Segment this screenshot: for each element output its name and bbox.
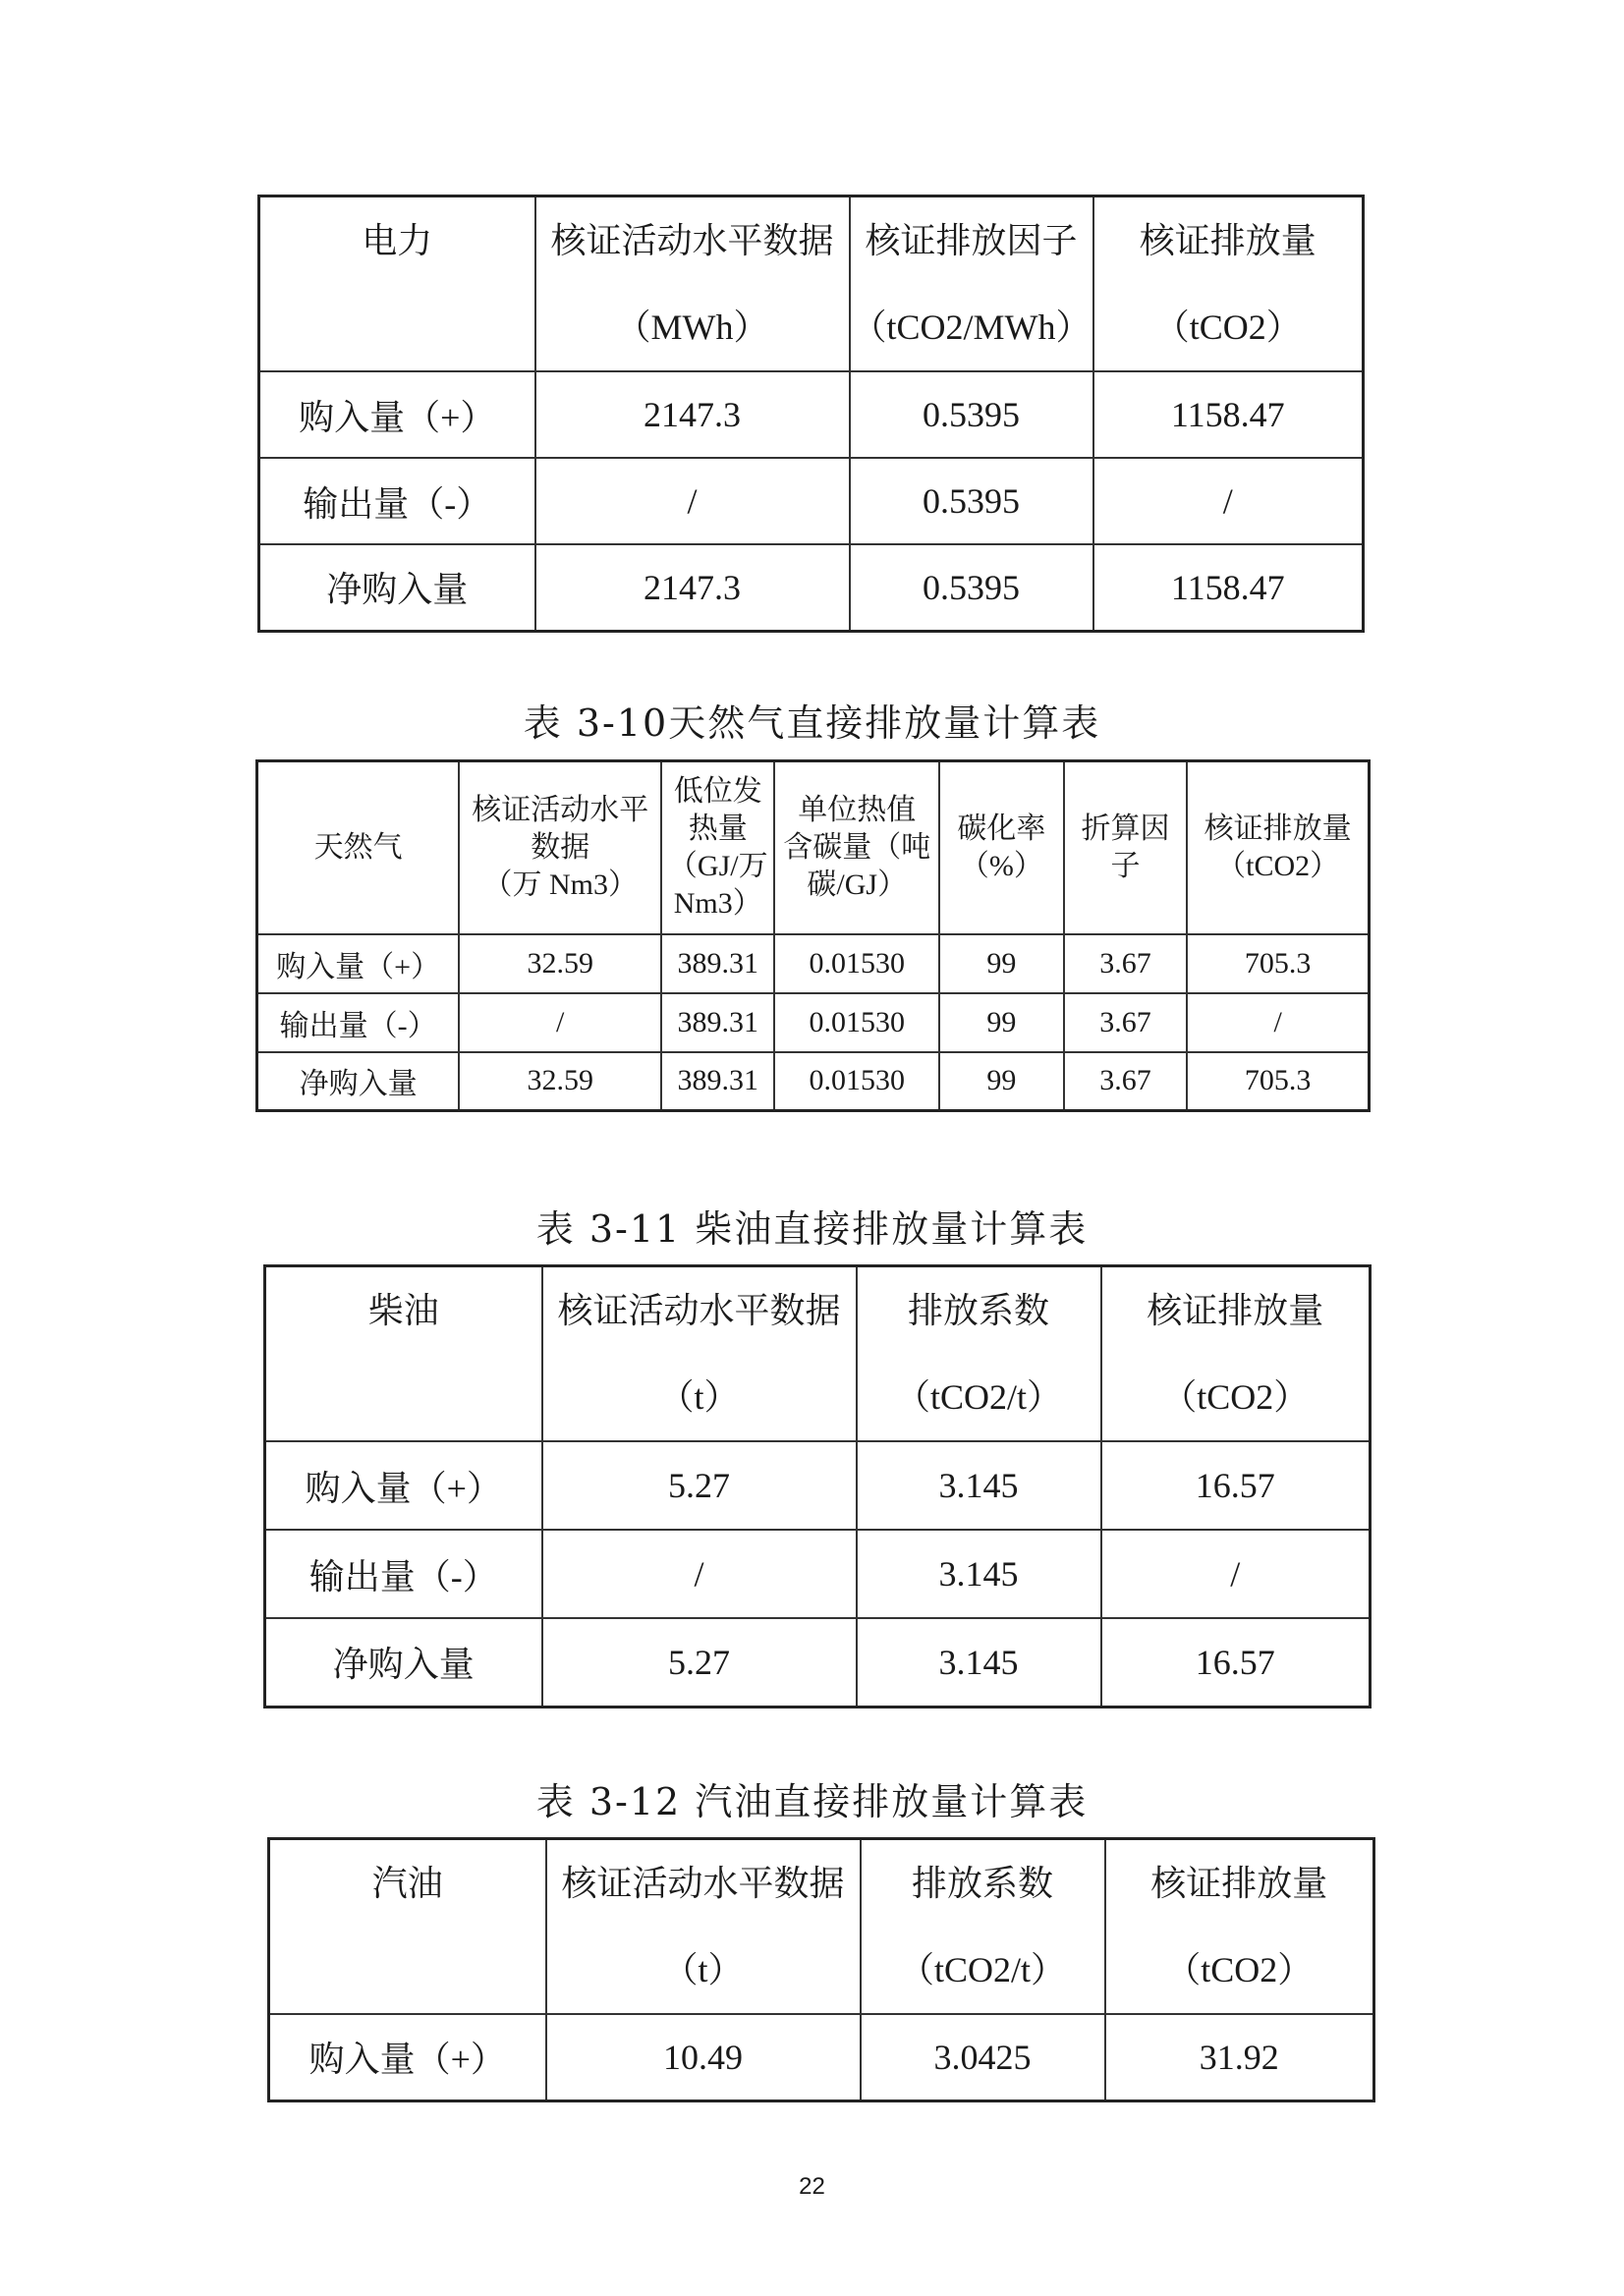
table-header-row	[257, 761, 1370, 934]
table-cell: /	[535, 458, 850, 544]
table-cell: 389.31	[661, 1052, 774, 1111]
header-line: 低位发	[673, 774, 762, 808]
header-line: 核证排放量	[1147, 1291, 1324, 1330]
header-line: 核证排放量	[1150, 1864, 1328, 1903]
table-cell: 31.92	[1105, 2014, 1374, 2100]
header-cell	[1105, 1839, 1374, 2015]
header-line: （tCO2/t）	[894, 1377, 1063, 1417]
header-line: 核证活动水平数据	[557, 1291, 841, 1330]
header-line: （tCO2）	[1216, 849, 1340, 882]
table-cell: 0.5395	[850, 544, 1093, 631]
header-line: 热量	[688, 812, 748, 845]
table-cell: 净购入量	[259, 544, 535, 631]
table-row	[257, 934, 1370, 993]
table-row	[269, 2014, 1374, 2100]
header-cell	[939, 761, 1064, 934]
table-cell: 99	[939, 1052, 1064, 1111]
table-cell: 5.27	[542, 1441, 857, 1530]
table-cell: /	[1101, 1530, 1371, 1618]
header-cell	[542, 1266, 857, 1442]
table-cell: 3.67	[1064, 934, 1188, 993]
table-cell: 购入量（+）	[265, 1441, 542, 1530]
header-cell	[259, 196, 535, 372]
header-line: （%）	[959, 849, 1043, 882]
table-row	[259, 458, 1364, 544]
table-cell: 净购入量	[257, 1052, 460, 1111]
table-cell: 10.49	[546, 2014, 861, 2100]
table-cell: 购入量（+）	[259, 371, 535, 458]
header-cell	[1101, 1266, 1371, 1442]
header-line: （tCO2）	[1153, 308, 1302, 347]
page-number: 22	[799, 2173, 825, 2200]
table-cell: 3.67	[1064, 1052, 1188, 1111]
header-line: 核证活动水平数据	[550, 221, 834, 260]
header-line: 汽油	[371, 1864, 443, 1903]
header-line: 核证排放因子	[865, 221, 1078, 260]
header-cell	[1093, 196, 1364, 372]
table-caption: 表 3-10天然气直接排放量计算表	[523, 701, 1101, 745]
header-line: 核证活动水平	[472, 793, 649, 826]
header-line: （GJ/万	[667, 849, 768, 882]
header-line: 天然气	[313, 830, 403, 864]
header-cell	[661, 761, 774, 934]
header-line: 折算因	[1081, 812, 1170, 845]
table-caption: 表 3-12 汽油直接排放量计算表	[535, 1780, 1089, 1823]
header-line: （tCO2/t）	[898, 1950, 1067, 1989]
header-line: 碳/GJ）	[807, 868, 908, 901]
table-caption: 表 3-11 柴油直接排放量计算表	[535, 1207, 1089, 1251]
header-cell	[265, 1266, 542, 1442]
header-cell	[861, 1839, 1105, 2015]
header-line: 单位热值	[798, 793, 917, 826]
header-line: Nm3）	[673, 886, 762, 920]
header-line: 排放系数	[907, 1291, 1049, 1330]
header-line: （tCO2）	[1161, 1377, 1310, 1417]
table-row	[259, 544, 1364, 631]
header-cell	[269, 1839, 546, 2015]
table-cell: /	[542, 1530, 857, 1618]
table-cell: 3.145	[857, 1618, 1101, 1707]
table-row	[265, 1530, 1371, 1618]
table-cell: 购入量（+）	[257, 934, 460, 993]
table-cell: 16.57	[1101, 1618, 1371, 1707]
table-cell: 净购入量	[265, 1618, 542, 1707]
table-cell: /	[1093, 458, 1364, 544]
table-cell: 705.3	[1187, 1052, 1369, 1111]
table-header-row	[269, 1839, 1374, 2015]
header-line: 排放系数	[911, 1864, 1053, 1903]
table-cell: 输出量（-）	[257, 993, 460, 1052]
table-row	[259, 371, 1364, 458]
table-cell: 705.3	[1187, 934, 1369, 993]
diesel-table	[263, 1264, 1372, 1708]
table-cell: 0.01530	[774, 934, 939, 993]
table-cell: 0.5395	[850, 458, 1093, 544]
header-line: （MWh）	[615, 308, 769, 347]
header-line: （t）	[662, 1950, 744, 1989]
table-cell: 0.5395	[850, 371, 1093, 458]
header-cell	[257, 761, 460, 934]
table-cell: 3.145	[857, 1441, 1101, 1530]
table-cell: 1158.47	[1093, 371, 1364, 458]
header-cell	[857, 1266, 1101, 1442]
header-cell	[546, 1839, 861, 2015]
header-line: （tCO2/MWh）	[851, 308, 1092, 347]
table-cell: 3.145	[857, 1530, 1101, 1618]
table-cell: 3.0425	[861, 2014, 1105, 2100]
header-line: 核证排放量	[1139, 221, 1316, 260]
table-row	[265, 1618, 1371, 1707]
table-cell: 5.27	[542, 1618, 857, 1707]
header-line: 子	[1110, 849, 1141, 882]
table-cell: 2147.3	[535, 371, 850, 458]
header-line: （t）	[658, 1377, 740, 1417]
table-cell: 389.31	[661, 934, 774, 993]
header-cell	[1064, 761, 1188, 934]
header-line: 电力	[362, 221, 433, 260]
table-cell: 输出量（-）	[265, 1530, 542, 1618]
header-cell	[774, 761, 939, 934]
table-row	[265, 1441, 1371, 1530]
table-cell: 输出量（-）	[259, 458, 535, 544]
table-cell: 389.31	[661, 993, 774, 1052]
table-cell: 1158.47	[1093, 544, 1364, 631]
header-cell	[459, 761, 661, 934]
table-cell: /	[1187, 993, 1369, 1052]
table-cell: 3.67	[1064, 993, 1188, 1052]
table-header-row	[265, 1266, 1371, 1442]
table-cell: 0.01530	[774, 1052, 939, 1111]
table-cell: 16.57	[1101, 1441, 1371, 1530]
table-cell: 购入量（+）	[269, 2014, 546, 2100]
header-line: 含碳量（吨	[783, 830, 931, 864]
natural-gas-table	[255, 759, 1371, 1112]
table-cell: 32.59	[459, 934, 661, 993]
table-cell: 2147.3	[535, 544, 850, 631]
header-line: 核证活动水平数据	[561, 1864, 845, 1903]
table-row	[257, 1052, 1370, 1111]
header-line: （万 Nm3）	[482, 868, 638, 901]
table-cell: 32.59	[459, 1052, 661, 1111]
table-row	[257, 993, 1370, 1052]
header-line: （tCO2）	[1165, 1950, 1314, 1989]
table-cell: 99	[939, 993, 1064, 1052]
electricity-table	[257, 195, 1365, 633]
table-cell: 99	[939, 934, 1064, 993]
table-cell: 0.01530	[774, 993, 939, 1052]
table-header-row	[259, 196, 1364, 372]
header-line: 碳化率	[957, 812, 1046, 845]
table-cell: /	[459, 993, 661, 1052]
header-line: 柴油	[367, 1291, 439, 1330]
header-cell	[1187, 761, 1369, 934]
gasoline-table	[267, 1837, 1375, 2102]
header-line: 数据	[531, 830, 590, 864]
header-cell	[535, 196, 850, 372]
header-cell	[850, 196, 1093, 372]
header-line: 核证排放量	[1204, 812, 1352, 845]
